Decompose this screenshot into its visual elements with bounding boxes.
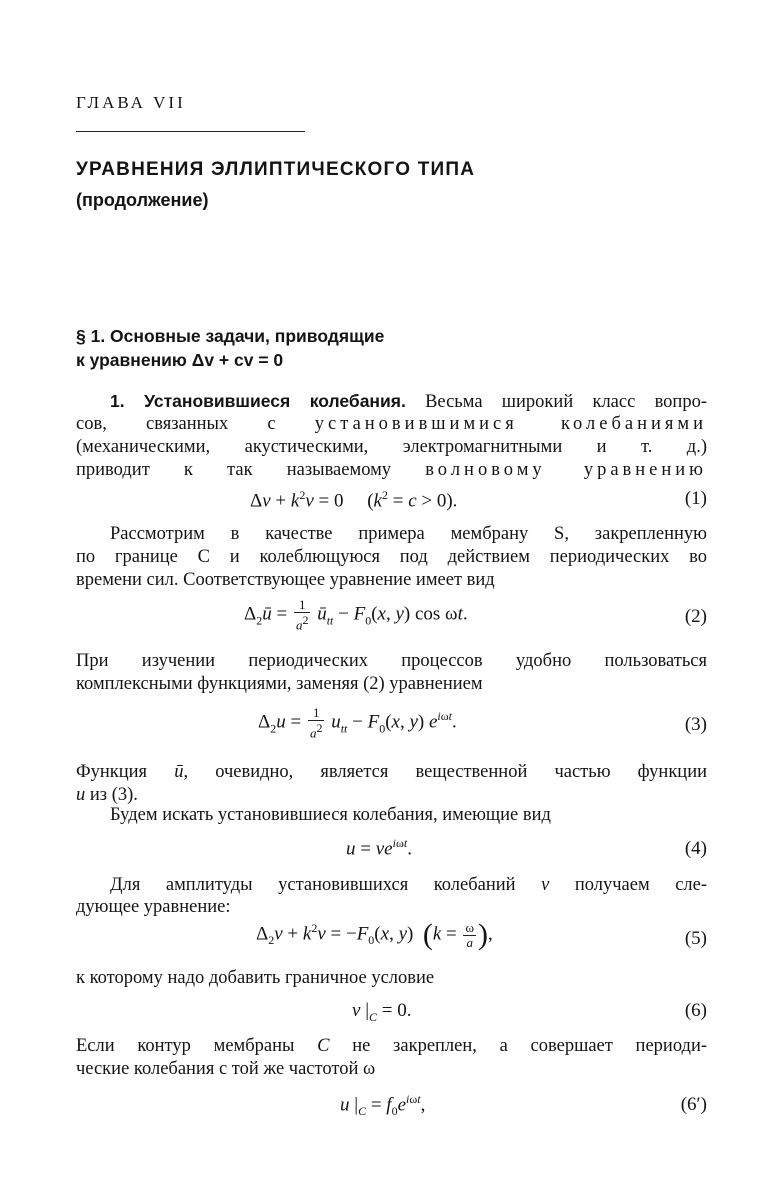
equation-number: (6′)	[680, 1094, 707, 1115]
paragraph-line: времени сил. Соответствующее уравнение имеет вид	[76, 570, 495, 590]
paragraph-line: Будем искать установившиеся колебания, имеющие вид	[110, 805, 551, 825]
equation-number: (2)	[684, 606, 707, 627]
paragraph-line: (механическими, акустическими, электромагнитными и т. д.)	[76, 437, 707, 457]
paragraph-line: по границе C и колеблющуюся под действием периодических во	[76, 547, 707, 567]
equation-6: v $|_C = 0$.	[352, 1000, 412, 1024]
paragraph-line: ческие колебания с той же частотой ω	[76, 1059, 376, 1079]
chapter-label: ГЛАВА VII	[76, 93, 186, 112]
spaced-emphasis: установившимися колебаниями	[314, 414, 707, 434]
chapter-subtitle: (продолжение)	[76, 190, 209, 210]
paragraph-line: u из (3).	[76, 785, 138, 805]
paragraph-line: Для амплитуды установившихся колебаний v получаем сле-	[110, 875, 708, 895]
equation-number: (1)	[684, 488, 707, 509]
paragraph-line: дующее уравнение:	[76, 897, 231, 917]
spaced-emphasis: волновому уравнению	[425, 460, 707, 480]
equation-2: $\Delta_2ū$ = $\frac{1}{a^2}$ $ū_{tt} - F_0(x$, y) cos ωt.	[244, 597, 468, 633]
paragraph-line: приводит к так называемому волновому уравнению	[76, 460, 707, 480]
equation-4: $u = ve^{i\omega t}$.	[346, 836, 412, 860]
paragraph-line: сов, связанных с установившимися колебаниями	[76, 414, 707, 434]
subsection-heading: 1. Установившиеся колебания.	[110, 391, 406, 411]
equation-6-prime: u $|_C = f_0e^{i\omega t}$,	[340, 1092, 426, 1119]
paragraph-line: Рассмотрим в качестве примера мембрану S, закрепленную	[110, 524, 707, 544]
chapter-divider	[76, 131, 305, 132]
equation-number: (3)	[684, 714, 707, 735]
paragraph-line: При изучении периодических процессов удобно пользоваться	[76, 651, 707, 671]
equation-number: (6)	[684, 1000, 707, 1021]
section-heading-line-1: § 1. Основные задачи, приводящие	[76, 326, 385, 346]
equation-3: $\Delta_2u$ = $\frac{1}{a^2}$ $u_{tt} - F_0(x$, y) $e^{i\omega t}$.	[258, 705, 457, 741]
paragraph-line: Если контур мембраны C не закреплен, а совершает периоди-	[76, 1036, 708, 1056]
paragraph-line: комплексными функциями, заменяя (2) уравнением	[76, 674, 483, 694]
equation-5: $\Delta_2v + k^2v = -F_0(x$, y) (k = $\frac{\omega}{a}$ ),	[256, 918, 493, 951]
paragraph-line: 1. Установившиеся колебания. Весьма широкий класс вопро-	[110, 391, 707, 412]
paragraph-line: Функция ū, очевидно, является вещественной частью функции	[76, 762, 708, 782]
chapter-title: УРАВНЕНИЯ ЭЛЛИПТИЧЕСКОГО ТИПА	[76, 159, 476, 180]
equation-number: (5)	[684, 928, 707, 949]
equation-1: $\Delta v + k^2v = 0$ $(k^2 = c > 0)$.	[250, 488, 458, 512]
equation-number: (4)	[684, 838, 707, 859]
section-heading-line-2: к уравнению Δv + cv = 0	[76, 350, 284, 370]
paragraph-line: к которому надо добавить граничное условие	[76, 968, 435, 988]
